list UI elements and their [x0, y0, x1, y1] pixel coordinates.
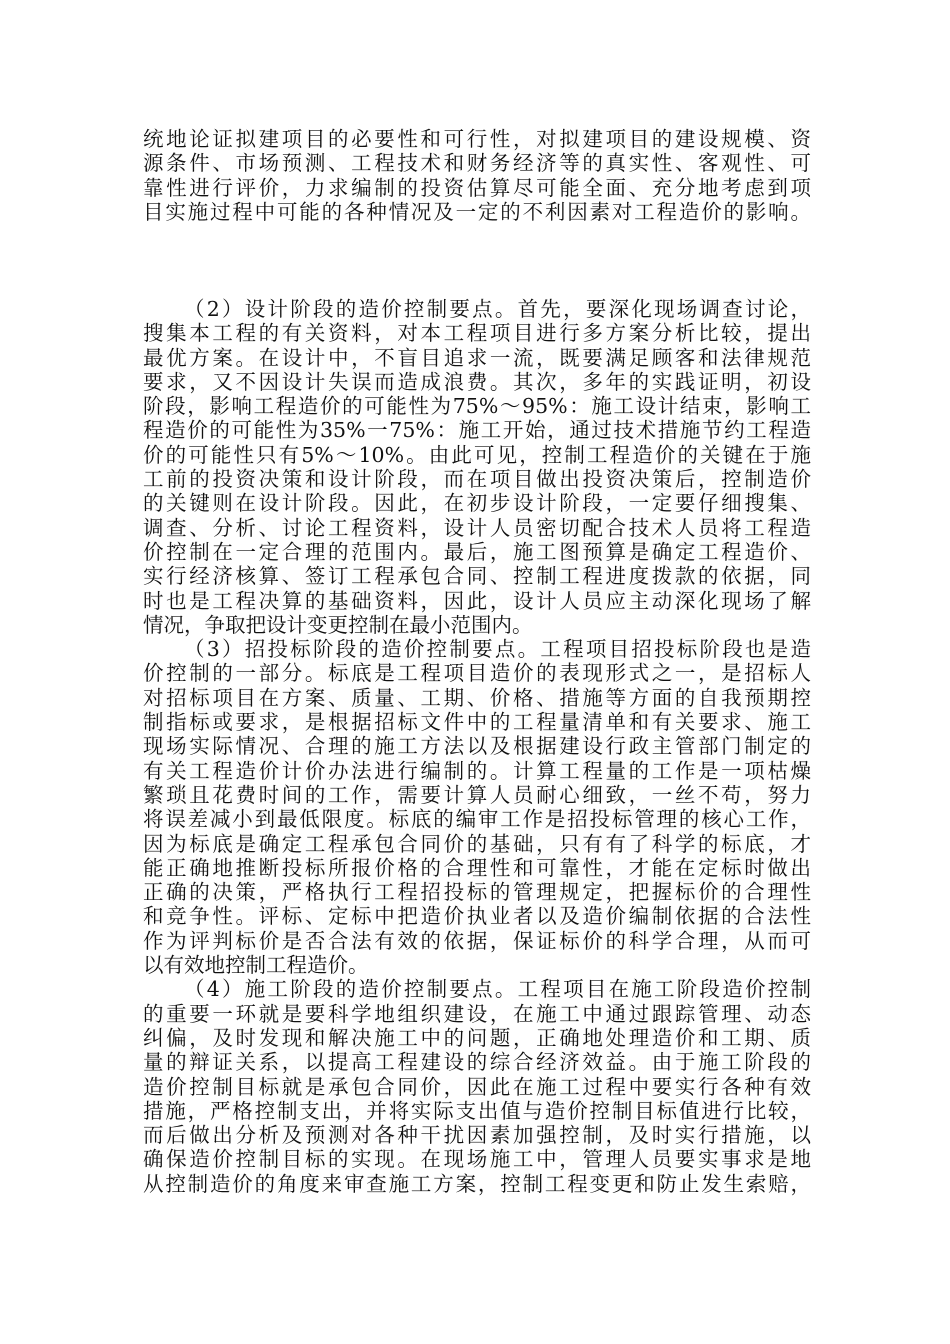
intro-paragraph	[143, 127, 811, 224]
text-line: 的关键则在设计阶段。因此，在初步设计阶段，一定要仔细搜集、	[143, 491, 811, 516]
text-line: 而后做出分析及预测对各种干扰因素加强控制，及时实行措施，以	[143, 1123, 811, 1148]
text-line: 制指标或要求，是根据招标文件中的工程量清单和有关要求、施工	[143, 710, 811, 735]
text-line: 作为评判标价是否合法有效的依据，保证标价的科学合理，从而可	[143, 928, 811, 953]
text-line: 目实施过程中可能的各种情况及一定的不利因素对工程造价的影响。	[143, 199, 811, 224]
text-line: 靠性进行评价，力求编制的投资估算尽可能全面、充分地考虑到项	[143, 175, 811, 200]
text-line: 能正确地推断投标所报价格的合理性和可靠性，才能在定标时做出	[143, 855, 811, 880]
text-line: 要求，又不因设计失误而造成浪费。其次，多年的实践证明，初设	[143, 369, 811, 394]
text-line: 有关工程造价计价办法进行编制的。计算工程量的工作是一项枯燥	[143, 758, 811, 783]
text-line: 工前的投资决策和设计阶段，而在项目做出投资决策后，控制造价	[143, 467, 811, 492]
text-line: 搜集本工程的有关资料，对本工程项目进行多方案分析比较，提出	[143, 321, 811, 346]
text-line: 对招标项目在方案、质量、工期、价格、措施等方面的自我预期控	[143, 685, 811, 710]
section-4-first-line: （4）施工阶段的造价控制要点。工程项目在施工阶段造价控制	[184, 977, 811, 1002]
text-line: 价控制的一部分。标底是工程项目造价的表现形式之一，是招标人	[143, 661, 811, 686]
text-line: 从控制造价的角度来审查施工方案，控制工程变更和防止发生索赔，	[143, 1171, 811, 1196]
text-line: 时也是工程决算的基础资料，因此，设计人员应主动深化现场了解	[143, 588, 811, 613]
text-line: 调查、分析、讨论工程资料，设计人员密切配合技术人员将工程造	[143, 515, 811, 540]
section-3-first-line: （3）招投标阶段的造价控制要点。工程项目招投标阶段也是造	[184, 637, 811, 662]
text-line: 造价控制目标就是承包合同价，因此在施工过程中要实行各种有效	[143, 1074, 811, 1099]
text-line: 程造价的可能性为35%一75%：施工开始，通过技术措施节约工程造	[143, 418, 811, 443]
main-body	[143, 297, 811, 1196]
text-line: 阶段，影响工程造价的可能性为75%～95%：施工设计结束，影响工	[143, 394, 811, 419]
text-line: 统地论证拟建项目的必要性和可行性，对拟建项目的建设规模、资	[143, 127, 811, 151]
text-line: 确保造价控制目标的实现。在现场施工中，管理人员要实事求是地	[143, 1147, 811, 1172]
text-line: 的重要一环就是要科学地组织建设，在施工中通过跟踪管理、动态	[143, 1001, 811, 1026]
text-line: 繁琐且花费时间的工作，需要计算人员耐心细致，一丝不苟，努力	[143, 782, 811, 807]
text-line: 正确的决策，严格执行工程招投标的管理规定，把握标价的合理性	[143, 880, 811, 905]
text-line: 现场实际情况、合理的施工方法以及根据建设行政主管部门制定的	[143, 734, 811, 759]
text-line: 价的可能性只有5%～10%。由此可见，控制工程造价的关键在于施	[143, 442, 811, 467]
text-line: 和竞争性。评标、定标中把造价执业者以及造价编制依据的合法性	[143, 904, 811, 929]
text-line: 源条件、市场预测、工程技术和财务经济等的真实性、客观性、可	[143, 151, 811, 176]
text-line: 最优方案。在设计中，不盲目追求一流，既要满足顾客和法律规范	[143, 345, 811, 370]
section-2-first-line: （2）设计阶段的造价控制要点。首先，要深化现场调查讨论，	[184, 297, 811, 321]
text-line: 以有效地控制工程造价。	[143, 953, 369, 978]
text-line: 价控制在一定合理的范围内。最后，施工图预算是确定工程造价、	[143, 539, 811, 564]
text-line: 实行经济核算、签订工程承包合同、控制工程进度拨款的依据，同	[143, 564, 811, 589]
text-line: 将误差减小到最低限度。标底的编审工作是招投标管理的核心工作，	[143, 807, 811, 832]
text-line: 因为标底是确定工程承包合同价的基础，只有有了科学的标底，才	[143, 831, 811, 856]
text-line: 纠偏，及时发现和解决施工中的问题，正确地处理造价和工期、质	[143, 1025, 811, 1050]
text-line: 措施，严格控制支出，并将实际支出值与造价控制目标值进行比较，	[143, 1098, 811, 1123]
text-line: 量的辩证关系，以提高工程建设的综合经济效益。由于施工阶段的	[143, 1050, 811, 1075]
text-line: 情况，争取把设计变更控制在最小范围内。	[143, 612, 533, 637]
